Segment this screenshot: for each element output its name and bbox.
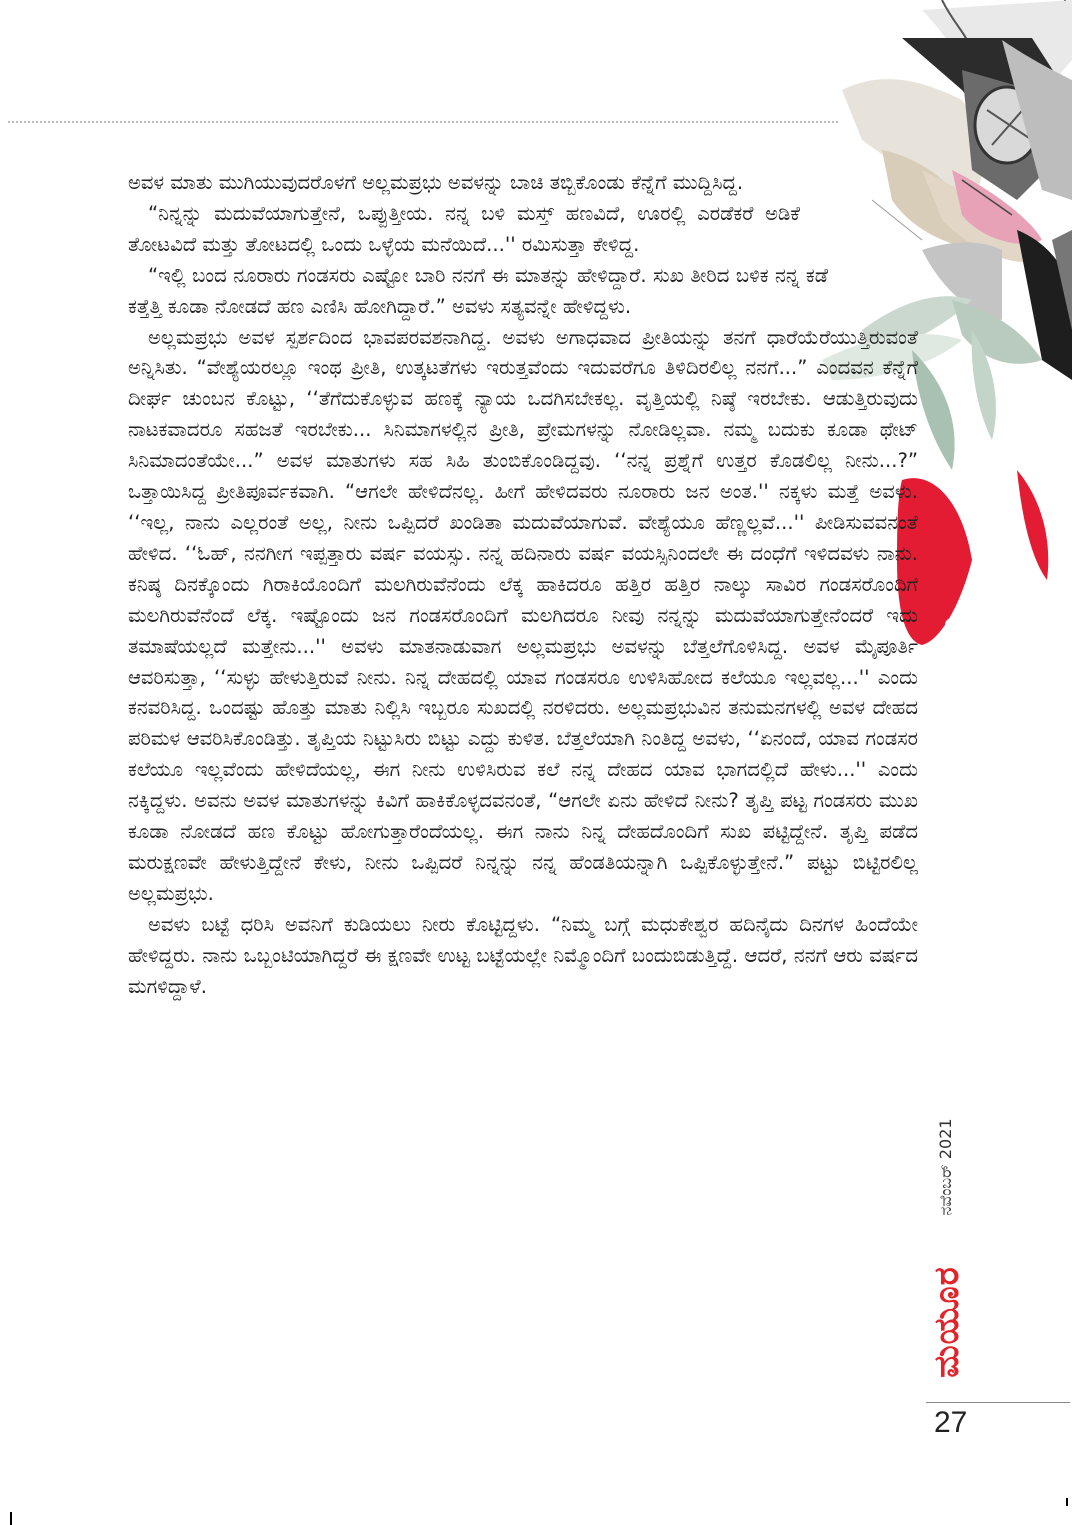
paragraph-4: ಅಲ್ಲಮಪ್ರಭು ಅವಳ ಸ್ಪರ್ಶದಿಂದ ಭಾವಪರವಶನಾಗಿದ್ದ. ಅವಳು ಅಗಾಧವಾದ ಪ್ರೀತಿಯನ್ನು ತನಗೆ ಧಾರೆಯೆರೆಯುತ್ತಿರುವಂತೆ ಅನ್ನಿಸಿತು. “ವೇಶ್ಯೆಯರಲ್ಲೂ ಇಂಥ ಪ್ರೀತಿ, ಉತ್ಕಟತೆಗಳು ಇರುತ್ತವೆಂದು ಇದುವರೆಗೂ ತಿಳಿದಿರಲಿಲ್ಲ ನನಗೆ...” ಎಂದವನ ಕೆನ್ನೆಗೆ ದೀರ್ಘ ಚುಂಬನ ಕೊಟ್ಟು, ‘‘ತೆಗೆದುಕೊಳ್ಳುವ ಹಣಕ್ಕೆ ನ್ಯಾಯ ಒದಗಿಸಬೇಕಲ್ಲ. ವೃತ್ತಿಯಲ್ಲಿ ನಿಷ್ಠೆ ಇರಬೇಕು. ಆಡುತ್ತಿರುವುದು ನಾಟಕವಾದರೂ ಸಹಜತೆ ಇರಬೇಕು... ಸಿನಿಮಾಗಳಲ್ಲಿನ ಪ್ರೀತಿ, ಪ್ರೇಮಗಳನ್ನು ನೋಡಿಲ್ಲವಾ. ನಮ್ಮ ಬದುಕು ಕೂಡಾ ಥೇಟ್ ಸಿನಿಮಾದಂತೆಯೇ...” ಅವಳ ಮಾತುಗಳು ಸಹ ಸಿಹಿ ತುಂಬಿಕೊಂಡಿದ್ದವು. ‘‘ನನ್ನ ಪ್ರಶ್ನೆಗೆ ಉತ್ತರ ಕೊಡಲಿಲ್ಲ ನೀನು...?” ಒತ್ತಾಯಿಸಿದ್ದ ಪ್ರೀತಿಪೂರ್ವಕವಾಗಿ. “ಆಗಲೇ ಹೇಳಿದೆನಲ್ಲ. ಹೀಗೆ ಹೇಳಿದವರು ನೂರಾರು ಜನ ಅಂತ.'' ನಕ್ಕಳು ಮತ್ತೆ ಅವಳು. ‘‘ಇಲ್ಲ, ನಾನು ಎಲ್ಲರಂತೆ ಅಲ್ಲ, ನೀನು ಒಪ್ಪಿದರೆ ಖಂಡಿತಾ ಮದುವೆಯಾಗುವೆ. ವೇಶ್ಯೆಯೂ ಹೆಣ್ಣಲ್ಲವೆ...'' ಪೀಡಿಸುವವನಂತೆ ಹೇಳಿದ. ‘‘ಓಹ್, ನನಗೀಗ ಇಪ್ಪತ್ತಾರು ವರ್ಷ ವಯಸ್ಸು. ನನ್ನ ಹದಿನಾರು ವರ್ಷ ವಯಸ್ಸಿನಿಂದಲೇ ಈ ದಂಧೆಗೆ ಇಳಿದವಳು ನಾನು. ಕನಿಷ್ಠ ದಿನಕ್ಕೊಂದು ಗಿರಾಕಿಯೊಂದಿಗೆ ಮಲಗಿರುವೆನೆಂದು ಲೆಕ್ಕ ಹಾಕಿದರೂ ಹತ್ತಿರ ಹತ್ತಿರ ನಾಲ್ಕು ಸಾವಿರ ಗಂಡಸರೊಂದಿಗೆ ಮಲಗಿರುವೆನೆಂದೆ ಲೆಕ್ಕ. ಇಷ್ಟೊಂದು ಜನ ಗಂಡಸರೊಂದಿಗೆ ಮಲಗಿದರೂ ನೀವು ನನ್ನನ್ನು ಮದುವೆಯಾಗುತ್ತೇನೆಂದರೆ ಇದು ತಮಾಷೆಯಲ್ಲದೆ ಮತ್ತೇನು...'' ಅವಳು ಮಾತನಾಡುವಾಗ ಅಲ್ಲಮಪ್ರಭು ಅವಳನ್ನು ಬೆತ್ತಲೆಗೊಳಿಸಿದ್ದ. ಅವಳ ಮೈಪೂರ್ತಿ ಆವರಿಸುತ್ತಾ, ‘‘ಸುಳ್ಳು ಹೇಳುತ್ತಿರುವೆ ನೀನು. ನಿನ್ನ ದೇಹದಲ್ಲಿ ಯಾವ ಗಂಡಸರೂ ಉಳಿಸಿಹೋದ ಕಲೆಯೂ ಇಲ್ಲವಲ್ಲ...'' ಎಂದು ಕನವರಿಸಿದ್ದ. ಒಂದಷ್ಟು ಹೊತ್ತು ಮಾತು ನಿಲ್ಲಿಸಿ ಇಬ್ಬರೂ ಸುಖದಲ್ಲಿ ನರಳಿದರು. ಅಲ್ಲಮಪ್ರಭುವಿನ ತನುಮನಗಳಲ್ಲಿ ಅವಳ ದೇಹದ ಪರಿಮಳ ಆವರಿಸಿಕೊಂಡಿತ್ತು. ತೃಪ್ತಿಯ ನಿಟ್ಟುಸಿರು ಬಿಟ್ಟು ಎದ್ದು ಕುಳಿತ. ಬೆತ್ತಲೆಯಾಗಿ ನಿಂತಿದ್ದ ಅವಳು, ‘‘ಏನಂದೆ, ಯಾವ ಗಂಡಸರ ಕಲೆಯೂ ಇಲ್ಲವೆಂದು ಹೇಳಿದೆಯಲ್ಲ, ಈಗ ನೀನು ಉಳಿಸಿರುವ ಕಲೆ ನನ್ನ ದೇಹದ ಯಾವ ಭಾಗದಲ್ಲಿದೆ ಹೇಳು...'' ಎಂದು ನಕ್ಕಿದ್ದಳು. ಅವನು ಅವಳ ಮಾತುಗಳನ್ನು ಕಿವಿಗೆ ಹಾಕಿಕೊಳ್ಳದವನಂತೆ, “ಆಗಲೇ ಏನು ಹೇಳಿದೆ ನೀನು? ತೃಪ್ತಿ ಪಟ್ಟ ಗಂಡಸರು ಮುಖ ಕೂಡಾ ನೋಡದೆ ಹಣ ಕೊಟ್ಟು ಹೋಗುತ್ತಾರೆಂದೆಯಲ್ಲ. ಈಗ ನಾನು ನಿನ್ನ ದೇಹದೊಂದಿಗೆ ಸುಖ ಪಟ್ಟಿದ್ದೇನೆ. ತೃಪ್ತಿ ಪಡೆದ ಮರುಕ್ಷಣವೇ ಹೇಳುತ್ತಿದ್ದೇನೆ ಕೇಳು, ನೀನು ಒಪ್ಪಿದರೆ ನಿನ್ನನ್ನು ನನ್ನ ಹೆಂಡತಿಯನ್ನಾಗಿ ಒಪ್ಪಿಕೊಳ್ಳುತ್ತೇನೆ.” ಪಟ್ಟು ಬಿಟ್ಟಿರಲಿಲ್ಲ ಅಲ್ಲಮಪ್ರಭು.: [128, 325, 918, 905]
magazine-name: [924, 1248, 970, 1396]
issue-date: [926, 1092, 966, 1242]
paragraph-5: ಅವಳು ಬಟ್ಟೆ ಧರಿಸಿ ಅವನಿಗೆ ಕುಡಿಯಲು ನೀರು ಕೊಟ್ಟಿದ್ದಳು. “ನಿಮ್ಮ ಬಗ್ಗೆ ಮಧುಕೇಶ್ವರ ಹದಿನೈದು ದಿನಗಳ ಹಿಂದೆಯೇ ಹೇಳಿದ್ದರು. ನಾನು ಒಬ್ಬಂಟಿಯಾಗಿದ್ದರೆ ಈ ಕ್ಷಣವೇ ಉಟ್ಟ ಬಟ್ಟೆಯಲ್ಲೇ ನಿಮ್ಮೊಂದಿಗೆ ಬಂದುಬಿಡುತ್ತಿದ್ದೆ. ಆದರೆ, ನನಗೆ ಆರು ವರ್ಷದ ಮಗಳಿದ್ದಾಳೆ.: [128, 912, 918, 998]
paragraph-2: “ನಿನ್ನನ್ನು ಮದುವೆಯಾಗುತ್ತೇನೆ, ಒಪ್ಪುತ್ತೀಯ. ನನ್ನ ಬಳಿ ಮಸ್ತ್ ಹಣವಿದೆ, ಊರಲ್ಲಿ ಎರಡೆಕರೆ ಅಡಿಕೆ ತೋಟವಿದೆ ಮತ್ತು ತೋಟದಲ್ಲಿ ಒಂದು ಒಳ್ಳೆಯ ಮನೆಯಿದೆ...'' ರಮಿಸುತ್ತಾ ಕೇಳಿದ್ದ.: [128, 201, 800, 256]
issue-date-text: ನವೆಂಬರ್ 2021: [936, 1118, 955, 1216]
article-body: [128, 168, 918, 1002]
magazine-name-text: ಮಯೂರ: [927, 1266, 967, 1378]
page-number: 27: [934, 1406, 968, 1439]
crop-mark-bottom-right: [1066, 1498, 1068, 1506]
paragraph-3: “ಇಲ್ಲಿ ಬಂದ ನೂರಾರು ಗಂಡಸರು ಎಷ್ಟೋ ಬಾರಿ ನನಗೆ ಈ ಮಾತನ್ನು ಹೇಳಿದ್ದಾರೆ. ಸುಖ ತೀರಿದ ಬಳಿಕ ನನ್ನ ಕಡೆ ಕತ್ತೆತ್ತಿ ಕೂಡಾ ನೋಡದೆ ಹಣ ಎಣಿಸಿ ಹೋಗಿದ್ದಾರೆ.” ಅವಳು ಸತ್ಯವನ್ನೇ ಹೇಳಿದ್ದಳು.: [128, 263, 828, 318]
paragraph-1: ಅವಳ ಮಾತು ಮುಗಿಯುವುದರೊಳಗೆ ಅಲ್ಲಮಪ್ರಭು ಅವಳನ್ನು ಬಾಚಿ ತಬ್ಬಿಕೊಂಡು ಕೆನ್ನೆಗೆ ಮುದ್ದಿಸಿದ್ದ.: [128, 171, 744, 194]
page-number-rule: [926, 1402, 1070, 1403]
header-dotted-rule: [8, 121, 838, 123]
crop-mark-bottom-left: [10, 1512, 12, 1525]
